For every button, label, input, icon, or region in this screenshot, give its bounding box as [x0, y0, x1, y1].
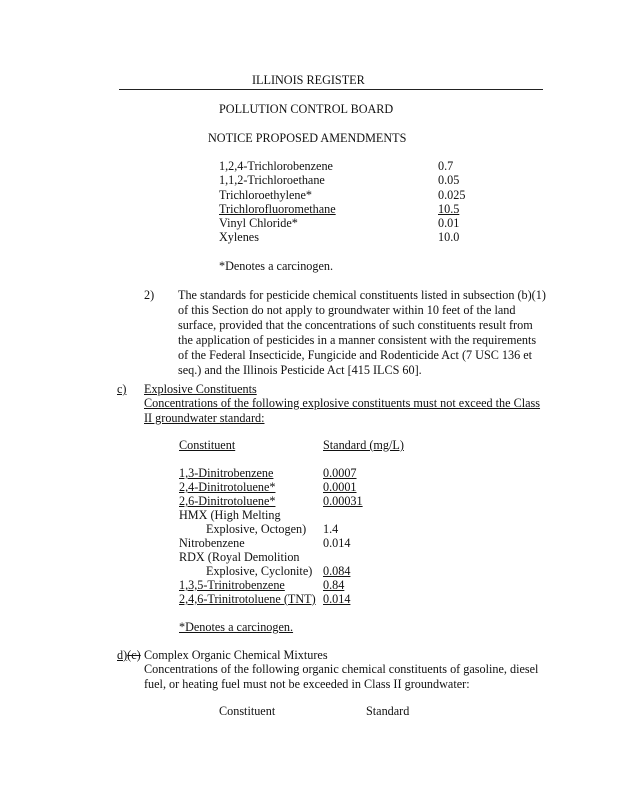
table-row-value: 0.7	[438, 159, 454, 173]
section-title: Explosive Constituents	[144, 382, 257, 396]
agency-title: POLLUTION CONTROL BOARD	[219, 102, 394, 116]
carcinogen-note: *Denotes a carcinogen.	[219, 259, 334, 273]
table-row-name: 1,2,4-Trichlorobenzene	[219, 159, 333, 173]
section-intro: Concentrations of the following organic chemical constituents of gasoline, diesel fuel, or heating fuel must not be exceeded in Class II groundwater:	[144, 662, 539, 691]
table-row-name: 1,3-Dinitrobenzene	[179, 466, 274, 480]
section-label-new: d)	[117, 648, 128, 662]
table-row-name: Xylenes	[219, 230, 259, 244]
table-row-value: 10.0	[438, 230, 460, 244]
table-row-value: 0.0001	[323, 480, 357, 494]
table-row-name: HMX (High Melting	[179, 508, 281, 522]
section-label: c)	[117, 382, 127, 396]
table-row-value: 0.084	[323, 564, 351, 578]
col-header-standard: Standard	[366, 704, 410, 718]
table-row-value: 0.014	[323, 592, 351, 606]
register-title: ILLINOIS REGISTER	[252, 73, 365, 87]
table-row-value: 0.025	[438, 188, 466, 202]
item-number: 2)	[144, 288, 155, 302]
table-row-name: 2,4-Dinitrotoluene*	[179, 480, 276, 494]
table-row-value: 0.05	[438, 173, 460, 187]
table-row-value: 1.4	[323, 522, 339, 536]
table-row-name: Explosive, Octogen)	[206, 522, 307, 536]
table-row-value: 0.00031	[323, 494, 363, 508]
table-row-name: Explosive, Cyclonite)	[206, 564, 313, 578]
col-header-constituent: Constituent	[179, 438, 236, 452]
table-row-name: 1,3,5-Trinitrobenzene	[179, 578, 285, 592]
col-header-constituent: Constituent	[219, 704, 276, 718]
table-row-name: 1,1,2-Trichloroethane	[219, 173, 325, 187]
table-row-name: 2,6-Dinitrotoluene*	[179, 494, 276, 508]
notice-title: NOTICE PROPOSED AMENDMENTS	[208, 131, 407, 145]
carcinogen-note: *Denotes a carcinogen.	[179, 620, 294, 634]
col-header-standard: Standard (mg/L)	[323, 438, 404, 452]
section-label-old: (c)	[127, 648, 141, 662]
table-row-name: Trichloroethylene*	[219, 188, 312, 202]
table-row-value: 0.014	[323, 536, 351, 550]
section-title: Complex Organic Chemical Mixtures	[144, 648, 328, 662]
table-row-value: 0.84	[323, 578, 345, 592]
section-label	[117, 648, 141, 663]
table-row-value: 10.5	[438, 202, 460, 216]
table-row-name: Nitrobenzene	[179, 536, 245, 550]
header-rule	[119, 89, 543, 90]
table-row-name: RDX (Royal Demolition	[179, 550, 300, 564]
table-row-name: Vinyl Chloride*	[219, 216, 298, 230]
table-row-name: Trichlorofluoromethane	[219, 202, 336, 216]
table-row-value: 0.0007	[323, 466, 357, 480]
table-row-name: 2,4,6-Trinitrotoluene (TNT)	[179, 592, 316, 606]
section-intro: Concentrations of the following explosive constituents must not exceed the Class II groundwater standard:	[144, 396, 541, 425]
pesticide-paragraph: The standards for pesticide chemical constituents listed in subsection (b)(1) of this Section do not apply to groundwater within 10 feet of the land surface, provided that the concentrations of such constituents result from the application of pesticides in a manner consistent with the requirements of the Federal Insecticide, Fungicide and Rodenticide Act (7 USC 136 et seq.) and the Illinois Pesticide Act [415 ILCS 60].	[178, 288, 546, 377]
table-row-value: 0.01	[438, 216, 460, 230]
